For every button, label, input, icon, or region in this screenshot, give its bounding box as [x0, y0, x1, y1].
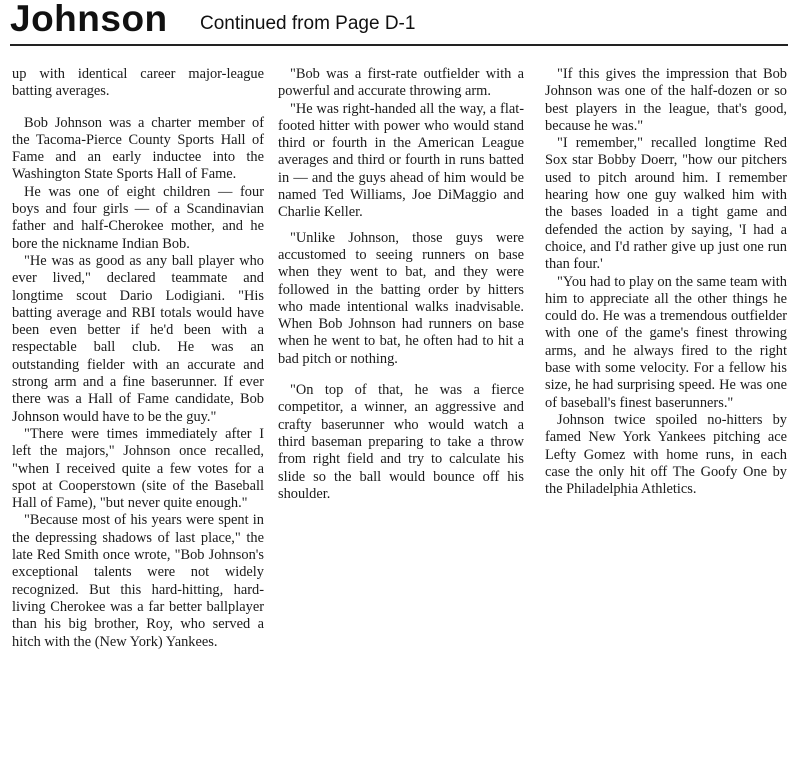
column-1 — [12, 66, 264, 651]
paragraph: "On top of that, he was a fierce competitor, a winner, an aggressive and crafty baserunner who would watch a third baseman preparing to take a throw from right field and try to calculate his slide so the ball would bounce off his shoulder. — [278, 382, 524, 502]
paragraph: "Because most of his years were spent in the depressing shadows of last place," the late Red Smith once wrote, "Bob Johnson's exceptional talents were not widely recognized. But this hard-hitting, hard-living Cherokee was a far better ballplayer than his big brother, Roy, who served a hitch with the (New York) Yankees. — [12, 512, 264, 650]
column-2 — [278, 66, 524, 503]
continued-from-label: Continued from Page D-1 — [200, 13, 416, 34]
article-header — [10, 0, 790, 42]
column-3 — [545, 66, 787, 498]
paragraph: up with identical career major-league batting averages. — [12, 66, 264, 100]
paragraph: "You had to play on the same team with him to appreciate all the other things he could do. He was a tremendous outfielder with one of the game's finest throwing arms, and he always fired to the right base with some velocity. For a fellow his size, he had surprising speed. He was one of baseball's finest baserunners." — [545, 273, 787, 411]
article-title: Johnson — [10, 0, 168, 39]
header-rule — [10, 44, 788, 46]
paragraph: "He was right-handed all the way, a flat-footed hitter with power who would stand third or fourth in the American League averages and third or fourth in runs batted in — and the guys ahead of him would be named Ted Williams, Joe DiMaggio and Charlie Keller. — [278, 100, 524, 221]
paragraph: "There were times immediately after I left the majors," Johnson once recalled, "when I received quite a few votes for a spot at Cooperstown (site of the Baseball Hall of Fame), "but never quite enough." — [12, 425, 264, 512]
paragraph: Bob Johnson was a charter member of the Tacoma-Pierce County Sports Hall of Fame and an early inductee into the Washington State Sports Hall of Fame. — [12, 114, 264, 183]
paragraph: "I remember," recalled longtime Red Sox star Bobby Doerr, "how our pitchers used to pitch around him. I remember hearing how one guy walked him with the bases loaded in a tight game and defended the action by saying, 'I had a choice, and I'd rather give up just one run than four.' — [545, 135, 787, 273]
paragraph: "Unlike Johnson, those guys were accustomed to seeing runners on base when they went to bat, and they were followed in the batting order by hitters who made intentional walks inadvisable. When Bob Johnson had runners on base when he went to bat, he often had to hit a bad pitch or nothing. — [278, 229, 524, 367]
paragraph: He was one of eight children — four boys and four girls — of a Scandinavian father and half-Cherokee mother, and he bore the nickname Indian Bob. — [12, 183, 264, 252]
paragraph: Johnson twice spoiled no-hitters by famed New York Yankees pitching ace Lefty Gomez with home runs, in each case the only hit off The Goofy One by the Philadelphia Athletics. — [545, 411, 787, 498]
paragraph: "He was as good as any ball player who ever lived," declared teammate and longtime scout Dario Lodigiani. "His batting average and RBI totals would have been even better if he'd been with a respectable ball club. He was an outstanding fielder with an accurate and strong arm and a fine baserunner. If ever there was a Hall of Fame candidate, Bob Johnson would have to be the guy." — [12, 252, 264, 425]
paragraph: "Bob was a first-rate outfielder with a powerful and accurate throwing arm. — [278, 66, 524, 100]
paragraph: "If this gives the impression that Bob Johnson was one of the half-dozen or so best players in the league, that's good, because he was." — [545, 66, 787, 134]
